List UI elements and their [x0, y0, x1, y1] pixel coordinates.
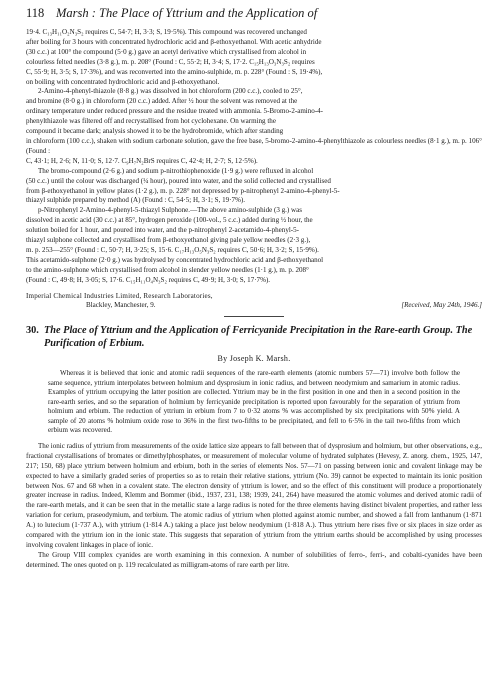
body-paragraph: The Group VIII complex cyanides are worth examining in this connexion. A number of solubilities of ferro-, ferri-, and cobalti-cyanides have been determined. The ones quoted on p. 119 recalculated as milligram-atoms of rare earth per litre.: [26, 550, 482, 569]
abstract-text: Whereas it is believed that ionic and atomic radii sequences of the rare-earth elements (atomic numbers 57—71) involve both follow the same sequence, yttrium interpolates between holmium and dysprosium in ionic radius, and between neodymium and samarium in atomic radius. Examples of yttrium occupying the latter position are collected. Yttrium may be in the first position in one and then in a second position in the rare-earth series, and so the separation of holmium by ferricyanide precipitation is reported upon favourably for the separation of yttrium from holmium and erbium. The reduction of yttrium in erbium from 7 to 0·32 atoms % was accomplished by six precipitations with 50% yield. A sample of 20 atoms % holmium oxide rose to 36% in the first two-fifths to be precipitated, and fell to 6·5% in the tail two-fifths from which erbium was recovered.: [48, 369, 460, 435]
body-paragraph: The ionic radius of yttrium from measurements of the oxide lattice size appears to fall between that of dysprosium and holmium, but other observations, e.g., fractional crystallisations of bromates or dimethylphosphates, or measurement of molecular volume of hydrated sulphates (Hevesy, Z. anorg. chem., 1925, 147, 217; 150, 68) place yttrium between holmium and erbium, both in the series of elements Nos. 57—71 on passing between ionic and covalent linkage may be expected to have a similarly graded series of properties so as to retain their relative stations, yttrium (No. 39) cannot be expected to maintain its ionic position between Nos. 67 and 68 when in a covalent state. The electron density of yttrium is lower, and so the effect of this constituent will produce a proportionately greater increase in radius. Indeed, Klemm and Bommer (ibid., 1937, 231, 138; 1939, 241, 264) have measured the atomic volumes and derived atomic radii of the rare-earth metals, and it can be seen that in the metallic state a large radius is noted for the three elements having distinct bivalent properties, and rather less variation for cerium, praseodymium, and terbium. The atomic radius of yttrium when plotted against atomic number, and showed a fall from lanthanum (1·871 A.) to lutecium (1·737 A.), with yttrium (1·814 A.) taking a place just below neodymium (1·818 A.). Thus yttrium here rises five or six places in size order as compared with the yttrium ion in the ionic state. This suggests that separation of yttrium from the yttrium earths should be accomplished by using processes involving covalent linkages in place of ionic.: [26, 441, 482, 549]
received-date: [Received, May 24th, 1946.]: [401, 300, 482, 309]
article-author: By Joseph K. Marsh.: [217, 354, 291, 364]
prev-line: dissolved in acetic acid (30 c.c.) at 85°, hydrogen peroxide (100-vol., 5 c.c.) added during ½ hour, the: [26, 216, 313, 225]
prev-line: from β-ethoxyethanol in yellow plates (1·2 g.), m. p. 228° not depressed by p-nitrophenyl 2-amino-4-phenyl-5-: [26, 186, 340, 195]
page-number: 118: [26, 6, 45, 20]
affiliation-institution: Imperial Chemical Industries Limited, Research Laboratories,: [26, 291, 213, 300]
prev-line: 19·4. C₁₃H₁₁O₂N₃S₂ requires C, 54·7; H, 3·3; S, 19·5%). This compound was recovered unchanged: [26, 28, 307, 36]
prev-line: in chloroform (100 c.c.), shaken with sodium carbonate solution, gave the free base, 5-bromo-2-amino-4-phenylthiazole as colourless needles (8·1 g.), m. p. 106° (Found :: [26, 136, 482, 155]
affiliation-block: [26, 292, 482, 310]
article-title-text: The Place of Yttrium and the Application of Ferricyanide Precipitation in the Rare-earth Group. The Purification of Erbium.: [44, 324, 473, 350]
article-title: [26, 324, 482, 350]
article-body: [26, 442, 482, 571]
prev-line: compound it became dark; analysis showed it to be the hydrobromide, which after standing: [26, 127, 284, 136]
article-abstract: [48, 369, 460, 436]
prev-line: 2-Amino-4-phenyl-thiazole (8·8 g.) was dissolved in hot chloroform (200 c.c.), cooled to 25°,: [38, 87, 303, 96]
prev-line: (Found : C, 49·8; H, 3·05; S, 17·6. C₁₅H₁₁O₄N₃S₂ requires C, 49·9; H, 3·0; S, 17·7%).: [26, 275, 271, 284]
prev-line: to the amino-sulphone which crystallised from alcohol in slender yellow needles (1·1 g.), m. p. 208°: [26, 265, 309, 274]
article-divider: [224, 316, 284, 317]
prev-line: colourless felted needles (3·8 g.), m. p. 208° (Found : C, 55·2; H, 3·4; S, 17·2. C₁₅H₁₃O₃N₃S₂ requires: [26, 57, 315, 66]
prev-line: C, 55·9; H, 3·5; S, 17·3%), and was reconverted into the amino-sulphide, m. p. 228° (Found : S, 19·4%),: [26, 67, 323, 76]
prev-line: This acetamido-sulphone (2·0 g.) was hydrolysed by concentrated hydrochloric acid and β-ethoxyethanol: [26, 255, 324, 264]
prev-line: after boiling for 3 hours with concentrated hydrochloric acid and β-ethoxyethanol. With acetic anhydride: [26, 37, 322, 46]
prev-line: phenylthiazole was filtered off and recrystallised from hot cyclohexane. On warming the: [26, 117, 276, 126]
prev-line: ordinary temperature under reduced pressure and the residue treated with ammonia. 5-Bromo-2-amino-4-: [26, 107, 324, 116]
prev-line: thiazyl sulphide prepared by method (A) (Found : C, 54·5; H, 3·1; S, 19·7%).: [26, 196, 246, 205]
prev-line: p-Nitrophenyl 2-Amino-4-phenyl-5-thiazyl Sulphone.—The above amino-sulphide (3 g.) was: [38, 206, 303, 215]
prev-line: The bromo-compound (2·6 g.) and sodium p-nitrothiophenoxide (1·9 g.) were refluxed in alcohol: [38, 166, 314, 175]
prev-line: m. p. 253—255° (Found : C, 50·7; H, 3·25; S, 15·6. C₁₇H₁₃O₅N₃S₂ requires C, 50·6; H, 3·2; S, 15·9%).: [26, 245, 319, 254]
prev-line: C, 43·1; H, 2·6; N, 11·0; S, 12·7. C₉H₇N₂BrS requires C, 42·4; H, 2·7; S, 12·5%).: [26, 156, 258, 165]
prev-line: (30 c.c.) at 100° the compound (5·0 g.) gave an acetyl derivative which crystallised from alcohol in: [26, 47, 307, 56]
article-number: 30.: [26, 324, 39, 336]
page-header: [26, 6, 482, 28]
prev-line: thiazyl sulphone collected and crystallised from β-ethoxyethanol giving pale yellow needles (2·3 g.),: [26, 236, 311, 245]
prev-line: on boiling with concentrated hydrochloric acid and β-ethoxyethanol.: [26, 77, 220, 86]
prev-line: and bromine (8·0 g.) in chloroform (20 c.c.) added. After ½ hour the solvent was removed at the: [26, 97, 298, 106]
previous-article-tail: [26, 28, 482, 310]
running-title: Marsh : The Place of Yttrium and the Application of: [56, 6, 318, 20]
affiliation-address: Blackley, Manchester, 9.: [86, 300, 156, 309]
prev-line: solution boiled for 1 hour, and poured into water, and the p-nitrophenyl 2-acetamido-4-phenyl-5-: [26, 226, 300, 235]
prev-line: (50 c.c.) until the colour was discharged (¼ hour), poured into water, and the solid collected and crystallised: [26, 176, 331, 185]
